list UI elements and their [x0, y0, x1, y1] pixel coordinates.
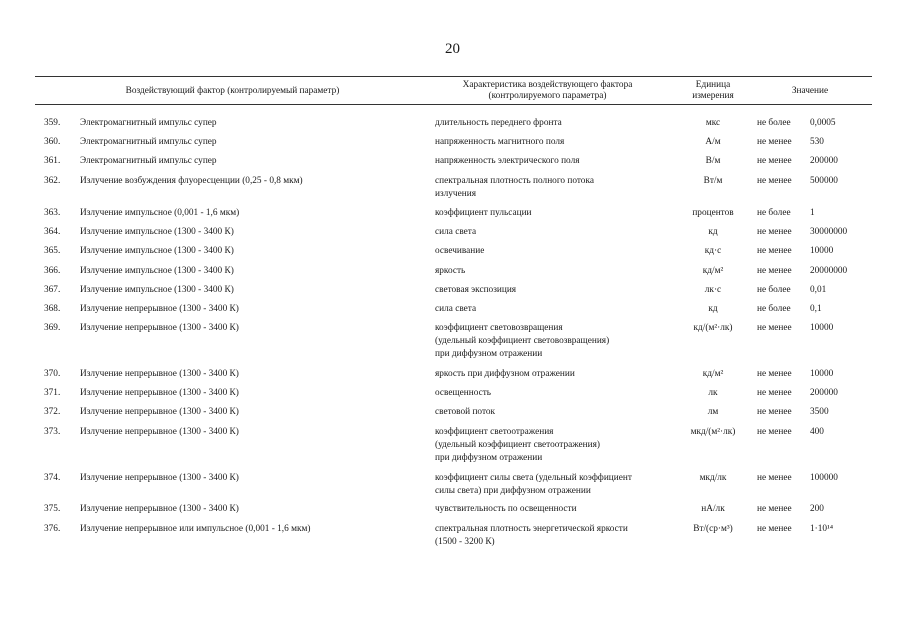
- characteristic-line: освечивание: [435, 246, 485, 256]
- row-unit: лм: [707, 407, 719, 417]
- row-value: 0,1: [810, 304, 822, 314]
- row-value: 200: [810, 504, 824, 514]
- row-value: 100000: [810, 473, 838, 483]
- row-number: 366.: [44, 266, 61, 276]
- row-number: 364.: [44, 227, 61, 237]
- row-factor: Излучение импульсное (1300 - 3400 К): [80, 266, 234, 276]
- characteristic-line: (1500 - 3200 К): [435, 537, 495, 547]
- row-comparison: не менее: [757, 407, 792, 417]
- row-number: 370.: [44, 369, 61, 379]
- row-characteristic: [435, 303, 476, 316]
- header-unit: [678, 80, 748, 102]
- row-factor: Излучение импульсное (1300 - 3400 К): [80, 246, 234, 256]
- row-unit: В/м: [705, 156, 721, 166]
- row-comparison: не менее: [757, 246, 792, 256]
- row-value: 0,01: [810, 285, 827, 295]
- row-number: 371.: [44, 388, 61, 398]
- characteristic-line: яркость при диффузном отражении: [435, 369, 575, 379]
- header-characteristic-line2: (контролируемого параметра): [488, 91, 607, 101]
- row-factor: Излучение непрерывное (1300 - 3400 К): [80, 369, 239, 379]
- row-factor: Излучение непрерывное (1300 - 3400 К): [80, 407, 239, 417]
- row-characteristic: [435, 406, 495, 419]
- header-characteristic: [425, 80, 670, 102]
- row-value: 500000: [810, 176, 838, 186]
- row-factor: Излучение непрерывное или импульсное (0,001 - 1,6 мкм): [80, 524, 311, 534]
- row-unit: кд: [708, 304, 718, 314]
- row-characteristic: [435, 523, 628, 549]
- row-factor: Излучение непрерывное (1300 - 3400 К): [80, 473, 239, 483]
- row-characteristic: [435, 155, 580, 168]
- characteristic-line: при диффузном отражении: [435, 453, 543, 463]
- row-number: 365.: [44, 246, 61, 256]
- row-unit: процентов: [692, 208, 734, 218]
- row-number: 363.: [44, 208, 61, 218]
- characteristic-line: световой поток: [435, 407, 496, 417]
- characteristic-line: освещенность: [435, 388, 492, 398]
- row-value: 10000: [810, 369, 834, 379]
- characteristic-line: световая экспозиция: [435, 285, 517, 295]
- characteristic-line: напряженность электрического поля: [435, 156, 580, 166]
- row-number: 361.: [44, 156, 61, 166]
- row-unit: нА/лк: [701, 504, 725, 514]
- row-value: 530: [810, 137, 824, 147]
- row-comparison: не менее: [757, 504, 792, 514]
- row-unit: А/м: [705, 137, 721, 147]
- row-value: 200000: [810, 156, 838, 166]
- characteristic-line: (удельный коэффициент световозвращения): [435, 336, 610, 346]
- header-characteristic-line1: Характеристика воздействующего фактора: [462, 80, 633, 90]
- row-characteristic: [435, 245, 484, 258]
- row-value: 20000000: [810, 266, 848, 276]
- row-value: 400: [810, 427, 824, 437]
- row-comparison: не менее: [757, 176, 792, 186]
- row-unit: лк: [708, 388, 718, 398]
- row-number: 372.: [44, 407, 61, 417]
- row-comparison: не менее: [757, 156, 792, 166]
- row-characteristic: [435, 322, 609, 361]
- characteristic-line: спектральная плотность полного потока: [435, 176, 594, 186]
- characteristic-line: сила света: [435, 227, 477, 237]
- header-unit-line1: Единица: [695, 80, 731, 90]
- row-characteristic: [435, 368, 575, 381]
- row-comparison: не менее: [757, 427, 792, 437]
- row-characteristic: [435, 265, 465, 278]
- table-top-border: [35, 76, 872, 77]
- characteristic-line: длительность переднего фронта: [435, 118, 562, 128]
- row-comparison: не более: [757, 118, 791, 128]
- row-factor: Излучение непрерывное (1300 - 3400 К): [80, 304, 239, 314]
- row-factor: Излучение возбуждения флуоресценции (0,25 - 0,8 мкм): [80, 176, 303, 186]
- header-factor: Воздействующий фактор (контролируемый параметр): [125, 86, 340, 96]
- row-unit: мкд/лк: [699, 473, 727, 483]
- row-comparison: не менее: [757, 524, 792, 534]
- row-characteristic: [435, 136, 564, 149]
- row-factor: Излучение импульсное (0,001 - 1,6 мкм): [80, 208, 240, 218]
- header-bottom-border: [35, 104, 872, 105]
- row-factor: Излучение непрерывное (1300 - 3400 К): [80, 323, 239, 333]
- row-characteristic: [435, 426, 600, 465]
- row-unit: кд·с: [704, 246, 722, 256]
- row-characteristic: [435, 117, 562, 130]
- characteristic-line: излучения: [435, 189, 476, 199]
- characteristic-line: чувствительность по освещенности: [435, 504, 577, 514]
- row-comparison: не менее: [757, 266, 792, 276]
- row-number: 376.: [44, 524, 61, 534]
- characteristic-line: коэффициент световозвращения: [435, 323, 563, 333]
- row-unit: Вт/(ср·м³): [693, 524, 733, 534]
- row-comparison: не менее: [757, 369, 792, 379]
- characteristic-line: коэффициент силы света (удельный коэффициент: [435, 473, 632, 483]
- row-number: 375.: [44, 504, 61, 514]
- characteristic-line: яркость: [435, 266, 466, 276]
- row-value: 200000: [810, 388, 838, 398]
- row-number: 368.: [44, 304, 61, 314]
- row-factor: Излучение непрерывное (1300 - 3400 К): [80, 504, 239, 514]
- row-factor: Излучение непрерывное (1300 - 3400 К): [80, 427, 239, 437]
- row-unit: кд/(м²·лк): [693, 323, 733, 333]
- characteristic-line: (удельный коэффициент светоотражения): [435, 440, 600, 450]
- row-number: 360.: [44, 137, 61, 147]
- row-value: 30000000: [810, 227, 848, 237]
- row-number: 362.: [44, 176, 61, 186]
- characteristic-line: коэффициент светоотражения: [435, 427, 554, 437]
- row-characteristic: [435, 284, 516, 297]
- row-comparison: не более: [757, 304, 791, 314]
- row-characteristic: [435, 503, 577, 516]
- row-characteristic: [435, 472, 632, 498]
- row-comparison: не менее: [757, 388, 792, 398]
- row-number: 359.: [44, 118, 61, 128]
- row-comparison: не менее: [757, 473, 792, 483]
- row-comparison: не более: [757, 285, 791, 295]
- row-number: 374.: [44, 473, 61, 483]
- row-characteristic: [435, 387, 491, 400]
- row-value: 10000: [810, 246, 834, 256]
- row-number: 367.: [44, 285, 61, 295]
- header-unit-line2: измерения: [692, 91, 734, 101]
- characteristic-line: напряженность магнитного поля: [435, 137, 565, 147]
- row-value: 3500: [810, 407, 829, 417]
- row-factor: Электромагнитный импульс супер: [80, 118, 217, 128]
- characteristic-line: силы света) при диффузном отражении: [435, 486, 591, 496]
- row-number: 373.: [44, 427, 61, 437]
- row-comparison: не менее: [757, 323, 792, 333]
- characteristic-line: коэффициент пульсации: [435, 208, 532, 218]
- row-value: 10000: [810, 323, 834, 333]
- row-factor: Излучение непрерывное (1300 - 3400 К): [80, 388, 239, 398]
- row-number: 369.: [44, 323, 61, 333]
- row-factor: Излучение импульсное (1300 - 3400 К): [80, 227, 234, 237]
- characteristic-line: при диффузном отражении: [435, 349, 543, 359]
- row-unit: мкд/(м²·лк): [690, 427, 736, 437]
- row-characteristic: [435, 175, 594, 201]
- page-number: 20: [445, 41, 460, 57]
- row-unit: кд/м²: [702, 266, 724, 276]
- row-unit: Вт/м: [703, 176, 723, 186]
- row-comparison: не менее: [757, 227, 792, 237]
- row-comparison: не менее: [757, 137, 792, 147]
- row-factor: Электромагнитный импульс супер: [80, 137, 217, 147]
- row-factor: Излучение импульсное (1300 - 3400 К): [80, 285, 234, 295]
- row-factor: Электромагнитный импульс супер: [80, 156, 217, 166]
- row-value: 1: [810, 208, 815, 218]
- row-value: 1·10¹⁴: [810, 524, 834, 534]
- row-unit: лк·с: [704, 285, 722, 295]
- characteristic-line: сила света: [435, 304, 477, 314]
- row-unit: кд/м²: [702, 369, 724, 379]
- row-unit: кд: [708, 227, 718, 237]
- row-value: 0,0005: [810, 118, 836, 128]
- row-unit: мкс: [705, 118, 721, 128]
- row-comparison: не более: [757, 208, 791, 218]
- characteristic-line: спектральная плотность энергетической яркости: [435, 524, 628, 534]
- header-value: Значение: [791, 86, 829, 96]
- row-characteristic: [435, 226, 476, 239]
- row-characteristic: [435, 207, 532, 220]
